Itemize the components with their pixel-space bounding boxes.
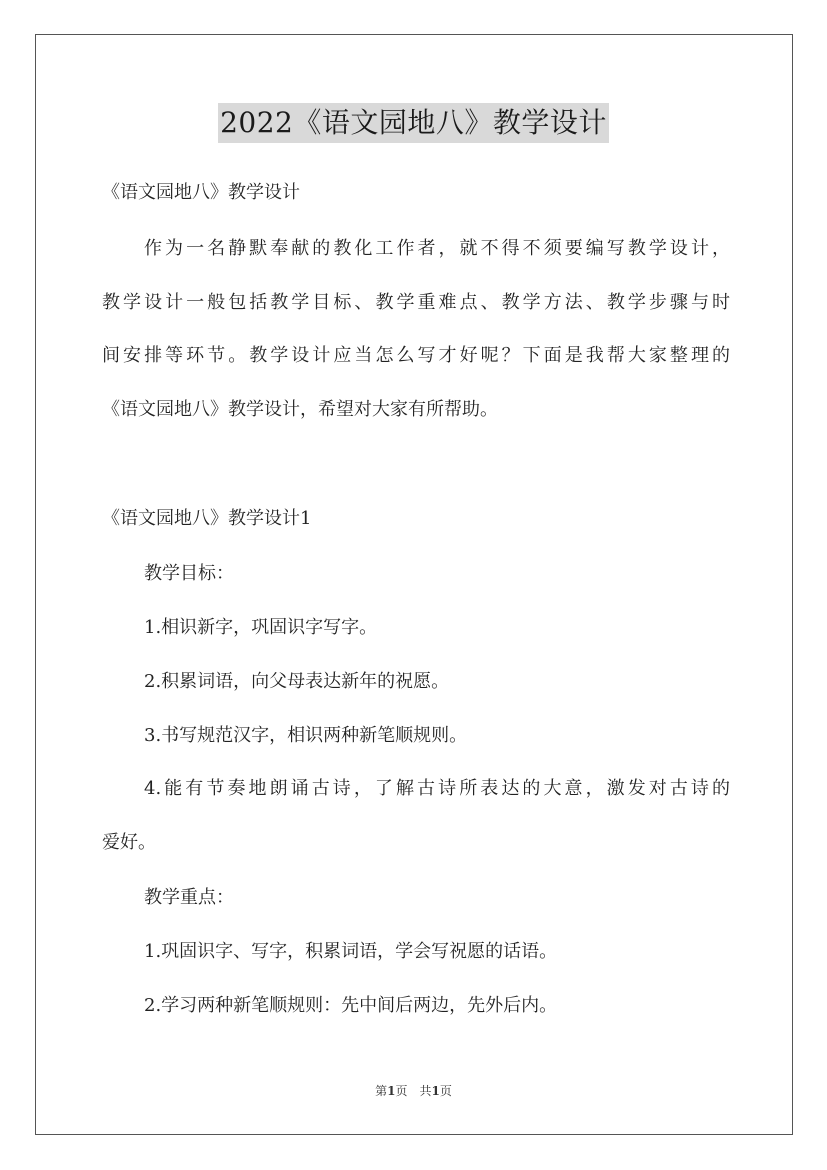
title-container	[0, 103, 827, 143]
list-item-continuation: 爱好。	[102, 832, 156, 853]
list-item: 3.书写规范汉字，相识两种新笔顺规则。	[144, 725, 468, 746]
document-title: 2022《语文园地八》教学设计	[218, 103, 609, 143]
footer-mid: 页 共	[395, 1084, 432, 1098]
footer-suffix: 页	[439, 1084, 452, 1098]
paragraph-line: 作为一名静默奉献的教化工作者，就不得不须要编写教学设计，	[144, 238, 730, 259]
paragraph-line: 间安排等环节。教学设计应当怎么写才好呢？下面是我帮大家整理的	[102, 345, 730, 366]
footer-current-page: 1	[387, 1084, 396, 1098]
intro-heading: 《语文园地八》教学设计	[102, 182, 300, 203]
page-footer	[0, 1082, 827, 1099]
footer-total-pages: 1	[431, 1084, 440, 1098]
list-item: 4.能有节奏地朗诵古诗，了解古诗所表达的大意，激发对古诗的	[144, 778, 730, 799]
footer-prefix: 第	[375, 1084, 388, 1098]
paragraph-line: 教学设计一般包括教学目标、教学重难点、教学方法、教学步骤与时	[102, 292, 730, 313]
subheading-key-points: 教学重点：	[144, 887, 234, 908]
list-item: 1.巩固识字、写字，积累词语，学会写祝愿的话语。	[144, 941, 558, 962]
list-item: 2.积累词语，向父母表达新年的祝愿。	[144, 671, 450, 692]
paragraph-line: 《语文园地八》教学设计，希望对大家有所帮助。	[102, 399, 498, 420]
list-item: 1.相识新字，巩固识字写字。	[144, 617, 378, 638]
subheading-objectives: 教学目标：	[144, 563, 234, 584]
list-item: 2.学习两种新笔顺规则：先中间后两边，先外后内。	[144, 995, 558, 1016]
section-heading: 《语文园地八》教学设计1	[102, 508, 312, 529]
